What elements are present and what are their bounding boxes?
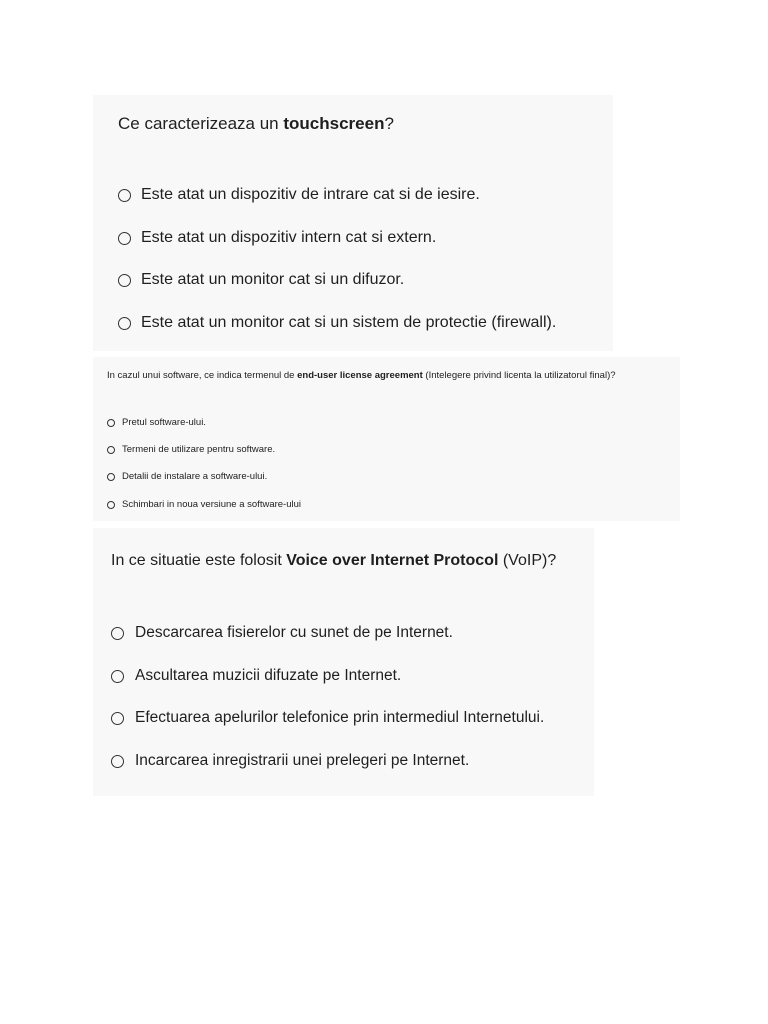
answer-option-3[interactable] <box>111 709 544 727</box>
question-card-touchscreen <box>93 95 613 351</box>
question-keyword: Voice over Internet Protocol <box>286 552 499 569</box>
radio-button-icon[interactable] <box>111 670 124 683</box>
question-card-voip <box>93 528 594 796</box>
question-keyword: touchscreen <box>283 114 385 133</box>
answer-label: Schimbari in noua versiune a software-ului <box>122 499 302 510</box>
answer-option-3[interactable] <box>118 271 404 289</box>
radio-button-icon[interactable] <box>107 419 115 427</box>
answer-label: Ascultarea muzicii difuzate pe Internet. <box>135 667 402 684</box>
question-text <box>118 114 394 134</box>
radio-button-icon[interactable] <box>107 473 115 481</box>
question-prefix: In ce situatie este folosit <box>111 552 287 569</box>
radio-button-icon[interactable] <box>107 446 115 454</box>
answer-option-2[interactable] <box>111 667 401 685</box>
question-suffix: (Intelegere privind licenta la utilizatorul final)? <box>422 370 616 381</box>
answer-option-4[interactable] <box>118 314 556 332</box>
answer-label: Este atat un dispozitiv intern cat si extern. <box>141 229 437 246</box>
answer-option-3[interactable] <box>107 471 267 482</box>
answer-label: Descarcarea fisierelor cu sunet de pe Internet. <box>135 624 453 641</box>
radio-button-icon[interactable] <box>111 755 124 768</box>
question-text <box>111 552 556 570</box>
question-prefix: Ce caracterizeaza un <box>118 114 284 133</box>
radio-button-icon[interactable] <box>111 712 124 725</box>
answer-option-2[interactable] <box>107 444 275 455</box>
answer-label: Este atat un monitor cat si un difuzor. <box>141 271 405 288</box>
answer-option-4[interactable] <box>111 752 469 770</box>
radio-button-icon[interactable] <box>118 232 131 245</box>
radio-button-icon[interactable] <box>118 274 131 287</box>
radio-button-icon[interactable] <box>111 627 124 640</box>
answer-label: Pretul software-ului. <box>122 417 206 428</box>
answer-label: Incarcarea inregistrarii unei prelegeri pe Internet. <box>135 752 470 769</box>
question-suffix: ? <box>384 114 394 133</box>
answer-option-4[interactable] <box>107 499 301 510</box>
answer-label: Detalii de instalare a software-ului. <box>122 471 268 482</box>
question-card-eula <box>93 357 680 521</box>
answer-label: Este atat un dispozitiv de intrare cat si de iesire. <box>141 186 480 203</box>
answer-option-1[interactable] <box>111 624 453 642</box>
answer-label: Este atat un monitor cat si un sistem de protectie (firewall). <box>141 314 557 331</box>
answer-option-2[interactable] <box>118 229 436 247</box>
question-suffix: (VoIP)? <box>498 552 557 569</box>
radio-button-icon[interactable] <box>118 317 131 330</box>
answer-label: Termeni de utilizare pentru software. <box>122 444 276 455</box>
answer-label: Efectuarea apelurilor telefonice prin intermediul Internetului. <box>135 709 545 726</box>
radio-button-icon[interactable] <box>118 189 131 202</box>
question-text <box>107 370 616 381</box>
radio-button-icon[interactable] <box>107 501 115 509</box>
question-keyword: end-user license agreement <box>297 370 423 381</box>
answer-option-1[interactable] <box>107 417 206 428</box>
question-prefix: In cazul unui software, ce indica termenul de <box>107 370 298 381</box>
answer-option-1[interactable] <box>118 186 480 204</box>
